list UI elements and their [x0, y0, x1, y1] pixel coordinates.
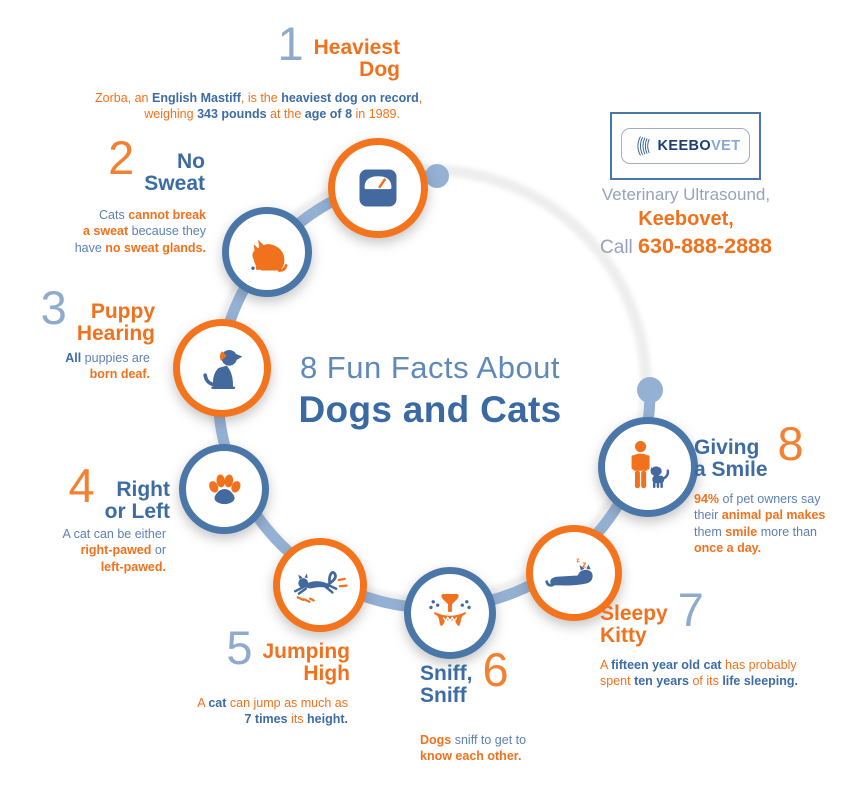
- jumping-cat-icon: [289, 554, 351, 616]
- paw-icon: [197, 462, 251, 516]
- fact-4-node: [179, 444, 269, 534]
- brand-contact: [575, 184, 797, 261]
- page-title: [255, 350, 605, 431]
- arc-endcap-right: [637, 377, 663, 403]
- fact-2-node: [222, 207, 312, 297]
- weight-scale-icon: [350, 160, 406, 216]
- keebovet-logo: [621, 128, 751, 164]
- fact-1-title: Heaviest Dog: [313, 36, 400, 82]
- fact-8-number: 8: [777, 417, 804, 470]
- logo-wordmark: KEEBOVET: [657, 138, 741, 154]
- fact-7-body: A fifteen year old cat has probably spent ten years of its life sleeping.: [600, 658, 799, 689]
- fact-5-node: [273, 538, 367, 632]
- fact-2-title: No Sweat: [144, 150, 205, 196]
- fact-7-title: Sleepy Kitty: [600, 602, 668, 648]
- fact-5-heading: [213, 621, 350, 686]
- ultrasound-fan-icon: [631, 133, 653, 159]
- fact-8-body: 94% of pet owners say their animal pal makes them smile more than once a day.: [694, 492, 826, 555]
- fact-8-title: Giving a Smile: [694, 436, 768, 482]
- fact-2-heading: [75, 131, 205, 196]
- fact-3-heading: [40, 281, 155, 346]
- fact-8-node: [598, 417, 698, 517]
- fact-6-number: 6: [482, 643, 509, 696]
- dog-muzzle-icon: [422, 585, 478, 641]
- fact-6-body: Dogs sniff to get to know each other.: [420, 733, 527, 764]
- fact-4-title: Right or Left: [104, 478, 170, 524]
- arc-endcap-top: [425, 164, 449, 188]
- fact-1-node: [328, 138, 428, 238]
- fact-5-title: Jumping High: [262, 640, 350, 686]
- phone-number: 630-888-2888: [638, 234, 772, 259]
- fact-1-number: 1: [277, 17, 304, 70]
- call-prefix: Call: [600, 237, 639, 259]
- fact-3-title: Puppy Hearing: [76, 300, 155, 346]
- fact-3-number: 3: [40, 281, 67, 334]
- fact-4-heading: [68, 459, 170, 524]
- fact-6-heading: [420, 643, 550, 708]
- fact-5-number: 5: [226, 621, 253, 674]
- svg-text:z: z: [582, 559, 587, 570]
- fact-1-body: Zorba, an English Mastiff, is the heaviest dog on record, weighing 343 pounds at the age of 8 in 1989.: [95, 91, 423, 122]
- fact-2-number: 2: [108, 131, 135, 184]
- brand-company: Keebovet,: [638, 208, 734, 231]
- fact-7-number: 7: [677, 583, 704, 636]
- brand-tagline: Veterinary Ultrasound,: [601, 185, 771, 204]
- fact-4-body: A cat can be either right-pawed or left-pawed.: [62, 527, 166, 574]
- page-title-line2: Dogs and Cats: [298, 389, 562, 430]
- keebovet-logo-box: [610, 112, 761, 180]
- page-title-line1: 8 Fun Facts About: [299, 350, 561, 385]
- sleeping-cat-icon: [543, 542, 605, 604]
- sitting-cat-icon: [239, 224, 295, 280]
- fact-7-heading: [600, 583, 730, 648]
- fact-8-heading: [694, 417, 824, 482]
- fact-5-body: A cat can jump as much as 7 times its height.: [197, 696, 348, 727]
- person-with-dog-icon: [617, 436, 679, 498]
- brand-phone-line: [575, 233, 797, 261]
- fact-3-body: All puppies are born deaf.: [65, 351, 150, 382]
- fact-2-body: Cats cannot break a sweat because they have no sweat glands.: [74, 208, 206, 255]
- fact-6-title: Sniff, Sniff: [420, 662, 473, 708]
- fact-1-heading: [200, 17, 400, 82]
- fact-4-number: 4: [68, 459, 95, 512]
- svg-text:z: z: [575, 556, 581, 565]
- puppy-icon: [192, 338, 252, 398]
